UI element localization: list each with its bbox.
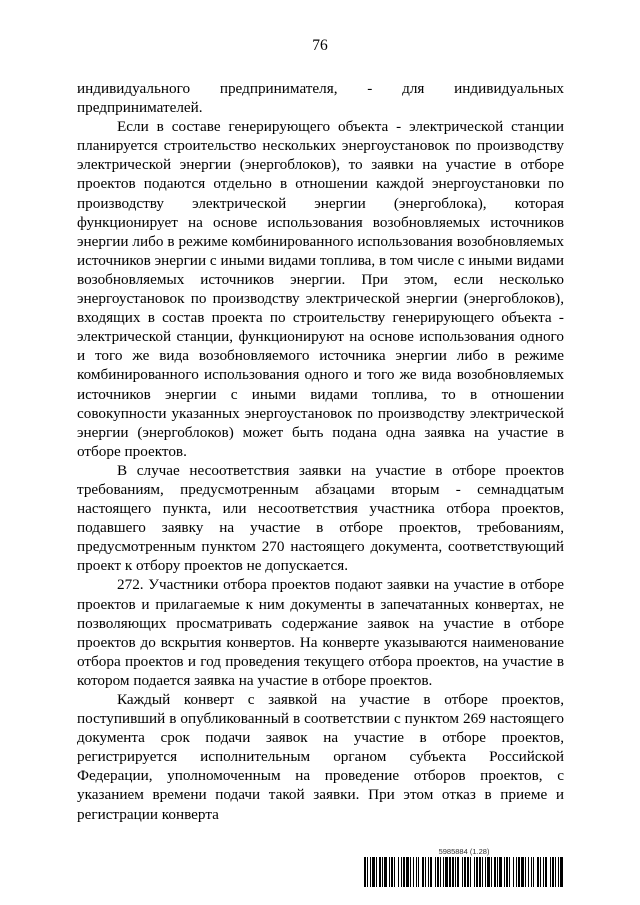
barcode-bar [449,857,451,887]
barcode-bar [540,857,541,887]
barcode-bar [504,857,505,887]
barcode-bar [418,857,419,887]
paragraph-energy-units: Если в составе генерирующего объекта - электрической станции планируется строительство нескольких энергоустановок по производству электрической энергии (энергоблоков), то заявки на участие в отборе проектов подаются отдельно в отношении каждой энергоустановки по производству электрической энергии (энергоблока), которая функционирует на основе использования возобновляемых источников энергии либо в режиме комбинированного использования возобновляемых источников энергии с иными видами топлива, в том числе с иными видами возобновляемых источников энергии. При этом, если несколько энергоустановок по производству электрической энергии (энергоблоков), входящих в состав проекта по строительству генерирующего объекта - электрической станции, функционируют на основе использования одного и того же вида возобновляемого источника энергии либо в режиме комбинированного использования одного и того же вида возобновляемых источников энергии с иными видами топлива, то в отношении совокупности указанных энергоустановок по производству электрической энергии (энергоблоков) может быть подана одна заявка на участие в отборе проектов. [77,118,564,460]
barcode-bar [372,857,375,887]
barcode-bar [482,857,483,887]
barcode-bar [443,857,444,887]
barcode-bar [410,857,411,887]
barcode-bar [437,857,439,887]
barcode-bar [513,857,514,887]
paragraph-envelope-registration: Каждый конверт с заявкой на участие в отборе проектов, поступивший в опубликованный в соответствии с пунктом 269 настоящего документа срок подачи заявок на участие в отборе проектов, регистрируется исполнительным органом субъекта Российской Федерации, уполномоченным на проведение отборов проектов, с указанием времени подачи такой заявки. При этом отказ в приеме и регистрации конверта [77,691,564,823]
body-text [77,79,564,824]
barcode-bar [398,857,399,887]
barcode-bar [506,857,508,887]
barcode-bar [470,857,471,887]
barcode-bar [558,857,559,887]
barcode-bar [550,857,551,887]
barcode-bar [497,857,498,887]
barcode-bar [376,857,377,887]
barcode-bar [455,857,456,887]
barcode-bar [525,857,526,887]
barcode-bar [452,857,454,887]
barcode-bar [382,857,383,887]
page-number: 76 [312,37,328,54]
paragraph-continuation: индивидуального предпринимателя, - для индивидуальных предпринимателей. [77,80,564,117]
barcode-id: 5985884 (1.28) [438,847,490,856]
barcode-bar [367,857,368,887]
barcode-bar [391,857,393,887]
barcode-bar [474,857,475,887]
barcode-bar [384,857,387,887]
barcode-bar [491,857,492,887]
barcode-bar [479,857,481,887]
barcode-bar [560,857,563,887]
barcode-bar [425,857,426,887]
barcode-bar [401,857,402,887]
barcode-bar [413,857,414,887]
barcode-bar [364,857,366,887]
barcode-bar [485,857,486,887]
paragraph-noncompliance: В случае несоответствия заявки на участие в отборе проектов требованиям, предусмотренным абзацами вторым - семнадцатым настоящего пункта, или несоответствия участника отбора проектов, подавшего заявку на участие в отборе проектов, требованиям, предусмотренным пунктом 270 настоящего документа, соответствующий проект к отбору проектов не допускается. [77,461,564,575]
barcode-bar [543,857,544,887]
barcode-bar [389,857,390,887]
barcode-bar [430,857,432,887]
barcode-bar [406,857,409,887]
barcode-bar [476,857,478,887]
barcode-bar [440,857,441,887]
barcode-image [364,857,564,887]
barcode-block [364,848,564,888]
barcode-bar [457,857,459,887]
barcode-bar [487,857,490,887]
barcode-bar [533,857,534,887]
barcode-bar [467,857,469,887]
barcode-bar [464,857,466,887]
barcode-bar [445,857,448,887]
barcode-bar [379,857,381,887]
barcode-bar [403,857,405,887]
barcode-bar [555,857,556,887]
paragraph-item-272: 272. Участники отбора проектов подают заявки на участие в отборе проектов и прилагаемые к ним документы в запечатанных конвертах, не позволяющих просматривать содержание заявок на участие в отборе проектов до вскрытия конвертов. На конверте указываются наименование отбора проектов и год проведения текущего отбора проектов, на участие в котором подается заявка на участие в отборе проектов. [77,576,564,689]
barcode-bar [370,857,371,887]
barcode-bar [428,857,429,887]
barcode-bar [552,857,554,887]
barcode-bar [462,857,463,887]
barcode-bar [528,857,529,887]
barcode-bar [509,857,510,887]
barcode-bar [422,857,424,887]
barcode-bar [531,857,532,887]
barcode-bar [518,857,520,887]
barcode-bar [394,857,395,887]
barcode-bar [516,857,517,887]
barcode-bar [494,857,496,887]
barcode-bar [416,857,417,887]
barcode-bar [521,857,524,887]
barcode-bar [435,857,436,887]
barcode-bar [499,857,502,887]
barcode-bar [537,857,539,887]
barcode-bar [545,857,547,887]
